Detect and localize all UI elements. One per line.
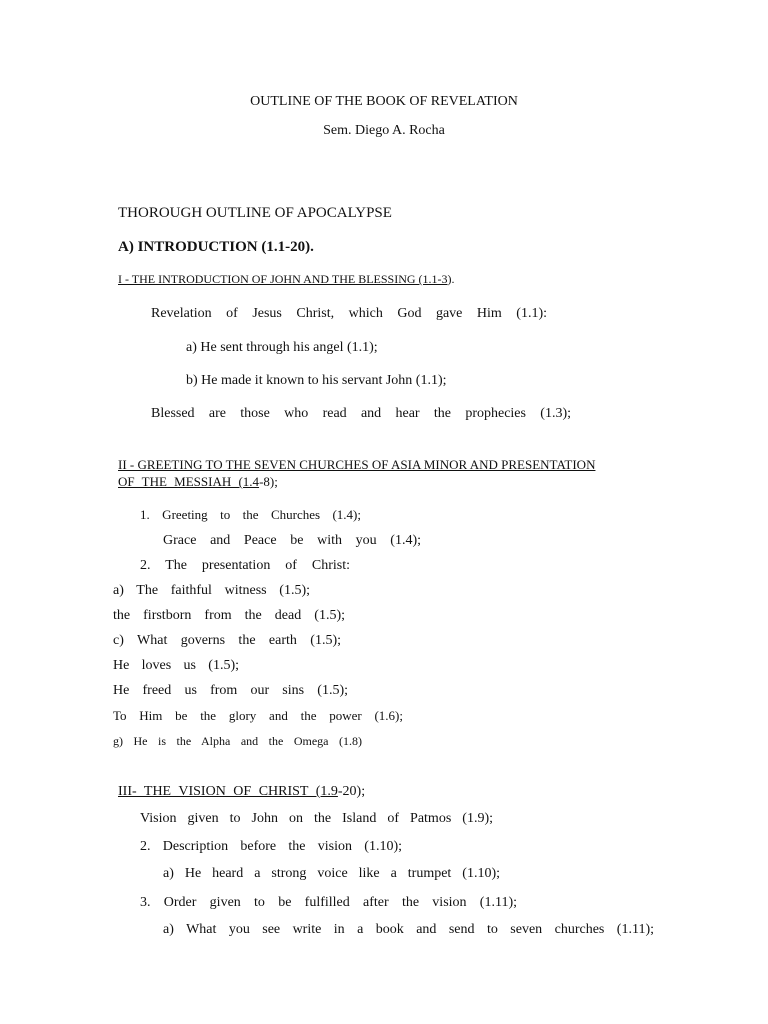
part2-line: He freed us from our sins (1.5); xyxy=(113,683,348,698)
part2-heading-line2 xyxy=(118,475,278,488)
part3-line: a) What you see write in a book and send to seven churches (1.11); xyxy=(163,922,654,937)
outline-heading: THOROUGH OUTLINE OF APOCALYPSE xyxy=(118,205,392,221)
part1-line: a) He sent through his angel (1.1); xyxy=(186,340,378,355)
document-title: OUTLINE OF THE BOOK OF REVELATION xyxy=(250,94,518,109)
part2-heading-line2-tail: -8); xyxy=(259,474,278,489)
part3-heading-text: III- THE VISION OF CHRIST (1.9 xyxy=(118,784,338,799)
part3-line: 2. Description before the vision (1.10); xyxy=(140,839,402,854)
document-author: Sem. Diego A. Rocha xyxy=(323,123,445,138)
part3-heading-tail: -20); xyxy=(337,784,366,799)
part2-line: Grace and Peace be with you (1.4); xyxy=(163,533,421,548)
part1-heading-tail: ). xyxy=(447,272,455,286)
part2-line: He loves us (1.5); xyxy=(113,658,239,673)
part2-heading-line1: II - GREETING TO THE SEVEN CHURCHES OF ASIA MINOR AND PRESENTATION xyxy=(118,457,596,472)
part1-heading xyxy=(118,273,455,285)
part2-line: c) What governs the earth (1.5); xyxy=(113,633,341,648)
part1-heading-text: I - THE INTRODUCTION OF JOHN AND THE BLESSING (1.1-3 xyxy=(118,272,448,286)
part2-heading-line2-text: OF THE MESSIAH (1.4 xyxy=(118,474,260,489)
part1-line: Revelation of Jesus Christ, which God gave Him (1.1): xyxy=(151,306,547,321)
part1-line: b) He made it known to his servant John (1.1); xyxy=(186,373,447,388)
section-a-heading: A) INTRODUCTION (1.1-20). xyxy=(118,239,314,255)
part2-line: a) The faithful witness (1.5); xyxy=(113,583,310,598)
part3-line: a) He heard a strong voice like a trumpet (1.10); xyxy=(163,866,500,881)
part2-line: 2. The presentation of Christ: xyxy=(140,558,350,573)
part2-line: the firstborn from the dead (1.5); xyxy=(113,608,345,623)
part3-heading xyxy=(118,785,365,799)
part1-line: Blessed are those who read and hear the prophecies (1.3); xyxy=(151,406,571,421)
part3-line: 3. Order given to be fulfilled after the vision (1.11); xyxy=(140,895,517,910)
part2-line: 1. Greeting to the Churches (1.4); xyxy=(140,507,361,522)
part2-line: To Him be the glory and the power (1.6); xyxy=(113,708,403,723)
part3-line: Vision given to John on the Island of Patmos (1.9); xyxy=(140,811,493,826)
part2-line: g) He is the Alpha and the Omega (1.8) xyxy=(113,734,362,748)
